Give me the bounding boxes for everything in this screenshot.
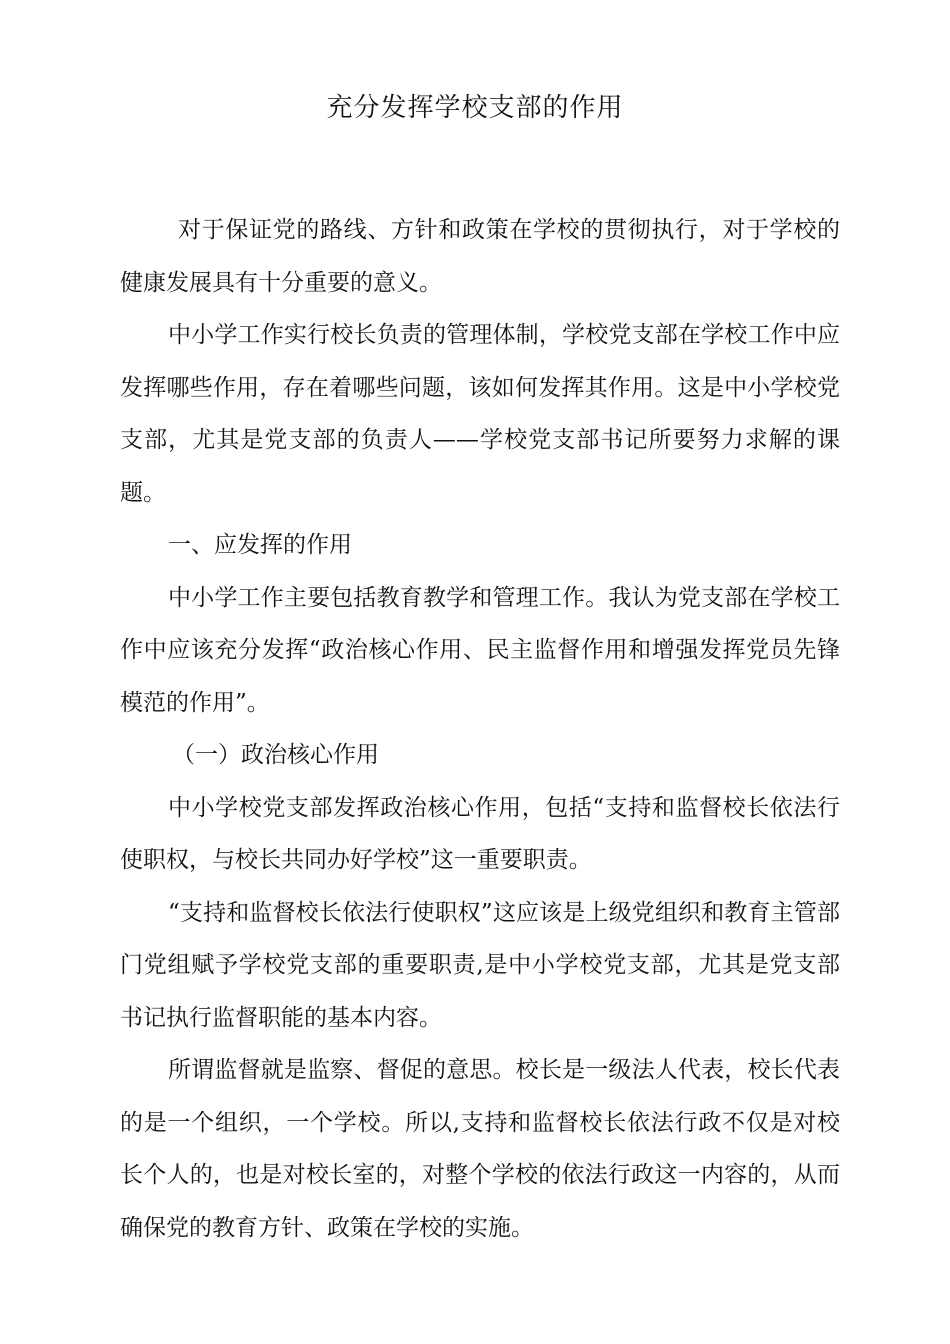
document-body xyxy=(120,204,840,1254)
paragraph-supervision-meaning: 所谓监督就是监察、督促的意思。校长是一级法人代表，校长代表的是一个组织，一个学校。所以,支持和监督校长依法行政不仅是对校长个人的，也是对校长室的，对整个学校的依法行政这一内容的，从而确保党的教育方针、政策在学校的实施。 xyxy=(120,1057,840,1241)
paragraph-supervision-duty: “支持和监督校长依法行使职权”这应该是上级党组织和教育主管部门党组赋予学校党支部的重要职责,是中小学校党支部，尤其是党支部书记执行监督职能的基本内容。 xyxy=(120,899,840,1031)
paragraph-management-system: 中小学工作实行校长负责的管理体制，学校党支部在学校工作中应发挥哪些作用，存在着哪些问题，该如何发挥其作用。这是中小学校党支部，尤其是党支部的负责人——学校党支部书记所要努力求解的课题。 xyxy=(120,322,840,506)
paragraph-work-content: 中小学工作主要包括教育教学和管理工作。我认为党支部在学校工作中应该充分发挥“政治核心作用、民主监督作用和增强发挥党员先锋模范的作用”。 xyxy=(120,584,840,716)
paragraph-intro: 对于保证党的路线、方针和政策在学校的贯彻执行，对于学校的健康发展具有十分重要的意义。 xyxy=(120,217,840,296)
paragraph-political-core: 中小学校党支部发挥政治核心作用，包括“支持和监督校长依法行使职权，与校长共同办好学校”这一重要职责。 xyxy=(120,794,840,873)
section-heading-role: 一、应发挥的作用 xyxy=(168,532,352,558)
subsection-heading-political-core: （一）政治核心作用 xyxy=(172,742,379,768)
document-title: 充分发挥学校支部的作用 xyxy=(326,93,624,123)
